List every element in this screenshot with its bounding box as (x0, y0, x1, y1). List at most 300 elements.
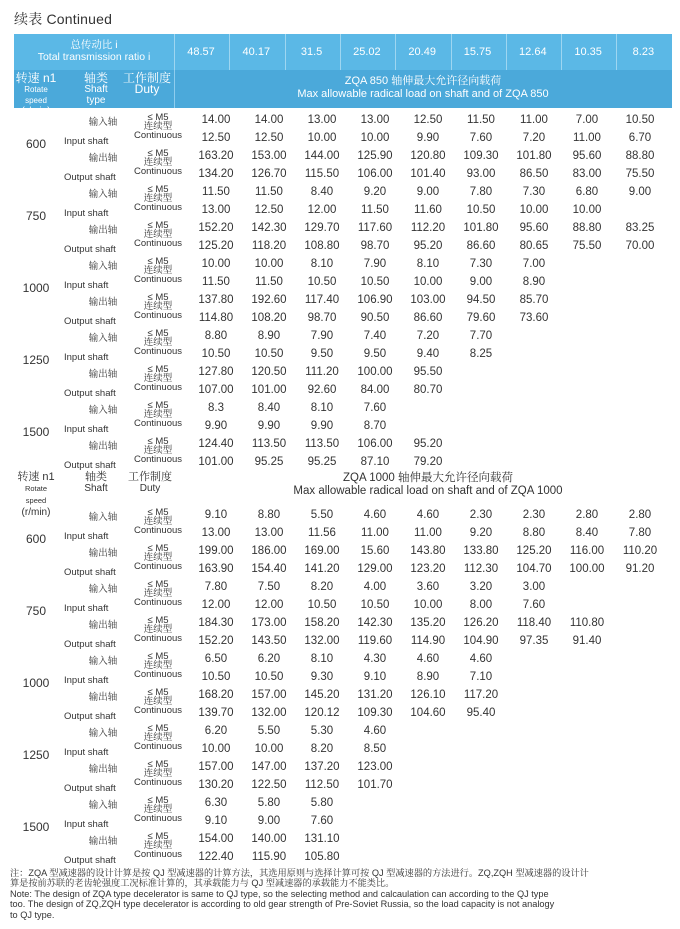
ratio-value: 25.02 (353, 46, 381, 58)
duty-continuous-en: Continuous (133, 633, 183, 644)
duty-continuous-en: Continuous (133, 382, 183, 393)
shaft-output-en: Output shaft (64, 388, 116, 399)
table-cell: 13.00 (254, 527, 284, 539)
table-cell: 119.60 (357, 635, 393, 647)
table-cell: 8.00 (469, 599, 493, 611)
table-cell: 123.00 (357, 761, 393, 773)
table-cell: 7.80 (204, 581, 228, 593)
speed-group (14, 723, 672, 795)
table-cell: 139.70 (198, 707, 234, 719)
table-cell: 199.00 (198, 545, 234, 557)
duty-continuous (128, 661, 188, 679)
duty-continuous-en: Continuous (133, 669, 183, 680)
table-cell: 7.00 (522, 258, 546, 270)
duty-m5: ≤ M5 (147, 112, 169, 123)
table-cell: 9.00 (416, 186, 440, 198)
table-cell: 13.00 (201, 527, 231, 539)
table-cell: 10.00 (254, 743, 284, 755)
duty-continuous (128, 194, 188, 212)
table-cell: 86.60 (413, 312, 443, 324)
shaft-header-2-en: Shaft (84, 483, 108, 494)
duty-continuous-en: Continuous (133, 274, 183, 285)
speed-header (14, 70, 58, 117)
duty-continuous (128, 122, 188, 140)
table-cell: 117.20 (463, 689, 499, 701)
speed-value: 750 (25, 604, 47, 618)
table-cell: 12.00 (307, 204, 337, 216)
shaft-input (64, 258, 138, 291)
shaft-input-zh: 输入轴 (88, 656, 118, 667)
table-cell: 87.10 (360, 456, 390, 468)
table-cell: 184.30 (198, 617, 234, 629)
duty-continuous-zh: 连续型 (143, 768, 173, 779)
duty-continuous-zh: 连续型 (143, 229, 173, 240)
shaft-input-zh: 输入轴 (88, 728, 118, 739)
duty-m5: ≤ M5 (147, 364, 169, 375)
table-cell: 108.80 (304, 240, 340, 252)
table-cell: 118.40 (516, 617, 552, 629)
duty-continuous-en: Continuous (133, 741, 183, 752)
table-cell: 10.50 (201, 671, 231, 683)
table-cell: 137.80 (198, 294, 234, 306)
table-cell: 130.20 (198, 779, 234, 791)
shaft-output (64, 617, 138, 650)
table-header (14, 34, 672, 117)
ratio-value: 31.5 (300, 46, 323, 58)
table-cell: 112.50 (304, 779, 340, 791)
table-cell: 100.00 (357, 366, 393, 378)
table-cell: 104.70 (516, 563, 552, 575)
table-cell: 124.40 (198, 438, 234, 450)
table-cell: 109.30 (357, 707, 393, 719)
table-cell: 122.40 (198, 851, 234, 863)
table-cell: 95.25 (307, 456, 337, 468)
shaft-output-zh: 输出轴 (88, 620, 118, 631)
table-cell: 88.80 (572, 222, 602, 234)
shaft-input-zh: 输入轴 (88, 405, 118, 416)
table-cell: 5.80 (257, 797, 281, 809)
duty-continuous-zh: 连续型 (143, 373, 173, 384)
duty-m5: ≤ M5 (147, 723, 169, 734)
duty-m5: ≤ M5 (147, 687, 169, 698)
table-cell: 75.50 (572, 240, 602, 252)
table-cell: 91.40 (572, 635, 602, 647)
footnotes (10, 868, 674, 920)
table-cell: 125.20 (516, 545, 552, 557)
table-cell: 101.00 (198, 456, 234, 468)
table-cell: 70.00 (625, 240, 655, 252)
duty-continuous (128, 625, 188, 643)
table-cell: 114.80 (198, 312, 234, 324)
table-cell: 9.20 (469, 527, 493, 539)
table-cell: 98.70 (307, 312, 337, 324)
table-cell: 5.30 (310, 725, 334, 737)
table-cell: 142.30 (357, 617, 393, 629)
speed-value: 1000 (22, 676, 50, 690)
duty-continuous (128, 517, 188, 535)
duty-m5: ≤ M5 (147, 615, 169, 626)
note-zh-line1: 注：ZQA 型减速器的设计计算是按 QJ 型减速器的计算方法，其选用原则与选择计算可按 QJ 型减速器的方法进行。ZQ,ZQH 型减速器的设计计 (10, 868, 589, 878)
shaft-output (64, 366, 138, 399)
speed-header-zh: 转速 n1 (15, 71, 57, 85)
duty-m5: ≤ M5 (147, 507, 169, 518)
table-cell: 11.00 (414, 527, 442, 539)
speed-header-2-en: Rotate speed (24, 484, 48, 505)
shaft-input (64, 653, 138, 686)
shaft-input-zh: 输入轴 (88, 117, 118, 128)
table-cell: 122.50 (251, 779, 287, 791)
table-cell: 9.10 (204, 509, 228, 521)
table-cell: 8.80 (257, 509, 281, 521)
table-cell: 10.00 (307, 132, 337, 144)
table-cell: 11.50 (467, 114, 495, 126)
table-cell: 115.90 (251, 851, 287, 863)
shaft-output-en: Output shaft (64, 567, 116, 578)
shaft-output-en: Output shaft (64, 711, 116, 722)
table-cell: 8.80 (522, 527, 546, 539)
table-cell: 83.00 (572, 168, 602, 180)
table-cell: 80.70 (413, 384, 443, 396)
duty-continuous-zh: 连续型 (143, 732, 173, 743)
table-cell: 84.00 (360, 384, 390, 396)
table-cell: 11.50 (361, 204, 389, 216)
table-cell: 125.20 (198, 240, 234, 252)
shaft-output (64, 761, 138, 794)
table-cell: 9.00 (257, 815, 281, 827)
shaft-input-zh: 输入轴 (88, 512, 118, 523)
shaft-output (64, 294, 138, 327)
table-cell: 14.00 (254, 114, 284, 126)
table-cell: 163.90 (198, 563, 234, 575)
table-cell: 192.60 (251, 294, 287, 306)
table-cell: 8.3 (208, 402, 224, 414)
shaft-input (64, 186, 138, 219)
table-cell: 10.00 (360, 132, 390, 144)
table-cell: 103.00 (410, 294, 446, 306)
table-cell: 143.50 (251, 635, 287, 647)
table-cell: 95.60 (572, 150, 602, 162)
table-cell: 9.10 (363, 671, 387, 683)
duty-continuous-en: Continuous (133, 813, 183, 824)
speed-group (14, 795, 672, 867)
caption-zh: ZQA 850 轴伸最大允许径向载荷 (344, 75, 502, 87)
table-cell: 11.00 (520, 114, 548, 126)
table-cell: 8.40 (310, 186, 334, 198)
table-cell: 13.00 (307, 114, 337, 126)
column-header-row (14, 70, 672, 117)
table-cell: 8.10 (310, 258, 334, 270)
table-cell: 131.10 (304, 833, 340, 845)
table-caption-2 (184, 472, 672, 498)
speed-value: 750 (25, 209, 47, 223)
duty-continuous-zh: 连续型 (143, 660, 173, 671)
duty-continuous-zh: 连续型 (143, 157, 173, 168)
shaft-input-en: Input shaft (64, 819, 109, 830)
shaft-input-zh: 输入轴 (88, 261, 118, 272)
table-cell: 93.00 (466, 168, 496, 180)
speed-group (14, 184, 672, 256)
duty-header-zh: 工作制度 (122, 71, 171, 85)
table-cell: 10.00 (413, 599, 443, 611)
duty-continuous-en: Continuous (133, 418, 183, 429)
ratio-value: 12.64 (519, 46, 547, 58)
shaft-input (64, 725, 138, 758)
speed-group (14, 400, 672, 472)
speed-value: 600 (25, 137, 47, 151)
shaft-header-2-zh: 轴类 (85, 471, 107, 483)
table-cell: 134.20 (198, 168, 234, 180)
table-cell: 79.60 (466, 312, 496, 324)
table-cell: 133.80 (463, 545, 499, 557)
table-cell: 10.50 (254, 671, 284, 683)
table-cell: 140.00 (251, 833, 287, 845)
table-cell: 11.56 (308, 527, 336, 539)
table-cell: 6.20 (257, 653, 281, 665)
table-cell: 8.25 (469, 348, 493, 360)
duty-continuous-zh: 连续型 (143, 840, 173, 851)
speed-group (14, 112, 672, 184)
speed-value: 1500 (22, 425, 50, 439)
table-cell: 125.90 (357, 150, 393, 162)
table-cell: 104.90 (463, 635, 499, 647)
table-cell: 106.00 (357, 438, 393, 450)
shaft-output-zh: 输出轴 (88, 548, 118, 559)
table-cell: 12.00 (254, 599, 284, 611)
table-cell: 157.00 (251, 689, 287, 701)
table-cell: 6.20 (204, 725, 228, 737)
table-cell: 2.30 (469, 509, 493, 521)
table-cell: 95.40 (466, 707, 496, 719)
shaft-output-en: Output shaft (64, 855, 116, 866)
table-cell: 154.40 (251, 563, 287, 575)
table-cell: 135.20 (410, 617, 446, 629)
table-cell: 107.00 (198, 384, 234, 396)
table-cell: 10.00 (413, 276, 443, 288)
shaft-output-zh: 输出轴 (88, 369, 118, 380)
table-cell: 2.80 (575, 509, 599, 521)
duty-continuous-zh: 连续型 (143, 337, 173, 348)
table-cell: 123.20 (410, 563, 446, 575)
duty-m5: ≤ M5 (147, 579, 169, 590)
duty-continuous (128, 769, 188, 787)
duty-continuous-zh: 连续型 (143, 193, 173, 204)
duty-continuous-en: Continuous (133, 238, 183, 249)
table-cell: 86.50 (519, 168, 549, 180)
table-cell: 13.00 (360, 114, 390, 126)
table-cell: 8.40 (257, 402, 281, 414)
table-cell: 132.00 (304, 635, 340, 647)
table-cell: 9.20 (363, 186, 387, 198)
duty-continuous-zh: 连续型 (143, 409, 173, 420)
table-cell: 10.50 (254, 348, 284, 360)
table-cell: 9.90 (257, 420, 281, 432)
duty-m5: ≤ M5 (147, 400, 169, 411)
table-cell: 8.40 (575, 527, 599, 539)
table-cell: 9.90 (416, 132, 440, 144)
duty-continuous-zh: 连续型 (143, 624, 173, 635)
table-cell: 7.80 (628, 527, 652, 539)
speed-header-en: Rotate speed (24, 85, 48, 105)
table-cell: 7.50 (257, 581, 281, 593)
speed-header-2-unit: (r/min) (21, 507, 51, 518)
table-cell: 8.10 (310, 653, 334, 665)
speed-group (14, 651, 672, 723)
table-cell: 109.30 (463, 150, 499, 162)
duty-continuous-zh: 连续型 (143, 265, 173, 276)
table-cell: 113.50 (251, 438, 287, 450)
table-cell: 73.60 (519, 312, 549, 324)
table-cell: 112.30 (463, 563, 499, 575)
duty-continuous (128, 446, 188, 464)
table-cell: 132.00 (251, 707, 287, 719)
table-cell: 8.20 (310, 743, 334, 755)
shaft-input-zh: 输入轴 (88, 333, 118, 344)
table-cell: 154.00 (198, 833, 234, 845)
shaft-input (64, 330, 138, 363)
table-cell: 143.80 (410, 545, 446, 557)
table-cell: 120.80 (410, 150, 446, 162)
shaft-output (64, 833, 138, 866)
table-cell: 8.20 (310, 581, 334, 593)
duty-continuous-en: Continuous (133, 346, 183, 357)
table-cell: 186.00 (251, 545, 287, 557)
table-cell: 9.50 (363, 348, 387, 360)
table-cell: 108.20 (251, 312, 287, 324)
shaft-input (64, 114, 138, 147)
duty-continuous (128, 553, 188, 571)
table-cell: 5.50 (310, 509, 334, 521)
table-cell: 10.50 (625, 114, 655, 126)
table-cell: 10.50 (307, 276, 337, 288)
table-cell: 7.20 (522, 132, 546, 144)
ratio-header-row (14, 34, 672, 70)
table-cell: 9.10 (204, 815, 228, 827)
table-cell: 98.70 (360, 240, 390, 252)
shaft-input-zh: 输入轴 (88, 189, 118, 200)
table-cell: 7.60 (310, 815, 334, 827)
table-cell: 12.50 (254, 204, 284, 216)
shaft-header-zh: 轴类 (83, 71, 108, 85)
shaft-input (64, 797, 138, 830)
table-caption (174, 70, 672, 108)
shaft-output-zh: 输出轴 (88, 153, 118, 164)
table-cell: 5.80 (310, 797, 334, 809)
ratio-label-en: Total transmission ratio i (37, 51, 151, 63)
shaft-output-zh: 输出轴 (88, 836, 118, 847)
table-cell: 10.50 (360, 276, 390, 288)
duty-continuous-zh: 连续型 (143, 121, 173, 132)
ratio-value: 15.75 (463, 46, 492, 58)
table-cell: 158.20 (304, 617, 340, 629)
table-cell: 10.50 (307, 599, 337, 611)
duty-m5: ≤ M5 (147, 148, 169, 159)
shaft-output-zh: 输出轴 (88, 692, 118, 703)
table-cell: 168.20 (198, 689, 234, 701)
ratio-value: 40.17 (242, 46, 271, 58)
table-cell: 91.20 (625, 563, 655, 575)
table-cell: 75.50 (625, 168, 655, 180)
table-cell: 8.10 (310, 402, 334, 414)
duty-m5: ≤ M5 (147, 328, 169, 339)
table-cell: 118.20 (251, 240, 287, 252)
table-cell: 8.10 (416, 258, 440, 270)
table-cell: 4.60 (363, 725, 387, 737)
table-cell: 7.10 (469, 671, 493, 683)
caption-2-en: Max allowable radical load on shaft and of ZQA 1000 (293, 485, 563, 497)
table-cell: 11.50 (255, 276, 283, 288)
table-cell: 12.50 (201, 132, 231, 144)
duty-m5: ≤ M5 (147, 220, 169, 231)
table-cell: 105.80 (304, 851, 340, 863)
table-cell: 10.50 (466, 204, 496, 216)
shaft-input-en: Input shaft (64, 747, 109, 758)
table-cell: 104.60 (410, 707, 446, 719)
duty-continuous-zh: 连续型 (143, 552, 173, 563)
table-cell: 131.20 (357, 689, 393, 701)
table-cell: 100.00 (569, 563, 605, 575)
shaft-output-zh: 输出轴 (88, 297, 118, 308)
duty-continuous-en: Continuous (133, 454, 183, 465)
speed-header-2-zh: 转速 n1 (17, 471, 55, 483)
table-cell: 11.60 (414, 204, 442, 216)
table-cell: 7.40 (363, 330, 387, 342)
caption-en: Max allowable radical load on shaft and of ZQA 850 (297, 88, 549, 100)
table-cell: 80.65 (519, 240, 549, 252)
table-cell: 7.00 (575, 114, 599, 126)
duty-continuous-zh: 连续型 (143, 445, 173, 456)
table-cell: 153.00 (251, 150, 287, 162)
table-cell: 10.50 (360, 599, 390, 611)
duty-continuous (128, 805, 188, 823)
shaft-input-en: Input shaft (64, 603, 109, 614)
table-cell: 9.90 (310, 420, 334, 432)
duty-continuous-en: Continuous (133, 525, 183, 536)
table-cell: 86.60 (466, 240, 496, 252)
table-cell: 7.90 (310, 330, 334, 342)
shaft-input-en: Input shaft (64, 675, 109, 686)
shaft-output-en: Output shaft (64, 783, 116, 794)
shaft-output (64, 150, 138, 183)
shaft-input-en: Input shaft (64, 424, 109, 435)
duty-m5: ≤ M5 (147, 831, 169, 842)
speed-header-unit: (r/min) (21, 106, 51, 117)
shaft-input (64, 581, 138, 614)
table-cell: 9.00 (469, 276, 493, 288)
duty-header-en: Duty (134, 82, 160, 96)
table-cell: 10.00 (201, 258, 231, 270)
table-cell: 88.80 (625, 150, 655, 162)
duty-continuous-en: Continuous (133, 166, 183, 177)
table-cell: 2.30 (522, 509, 546, 521)
ratio-label-zh: 总传动比 i (70, 39, 118, 51)
speed-group (14, 579, 672, 651)
table-cell: 7.70 (469, 330, 493, 342)
table-cell: 129.00 (357, 563, 393, 575)
shaft-output (64, 689, 138, 722)
table-cell: 14.00 (201, 114, 231, 126)
table-cell: 4.00 (363, 581, 387, 593)
shaft-input-en: Input shaft (64, 531, 109, 542)
table-cell: 9.90 (204, 420, 228, 432)
table-cell: 127.80 (198, 366, 234, 378)
table-cell: 101.80 (463, 222, 499, 234)
table-cell: 11.00 (573, 132, 601, 144)
table-cell: 137.20 (304, 761, 340, 773)
table-cell: 7.60 (469, 132, 493, 144)
duty-continuous (128, 733, 188, 751)
table-cell: 12.50 (413, 114, 443, 126)
duty-m5: ≤ M5 (147, 651, 169, 662)
